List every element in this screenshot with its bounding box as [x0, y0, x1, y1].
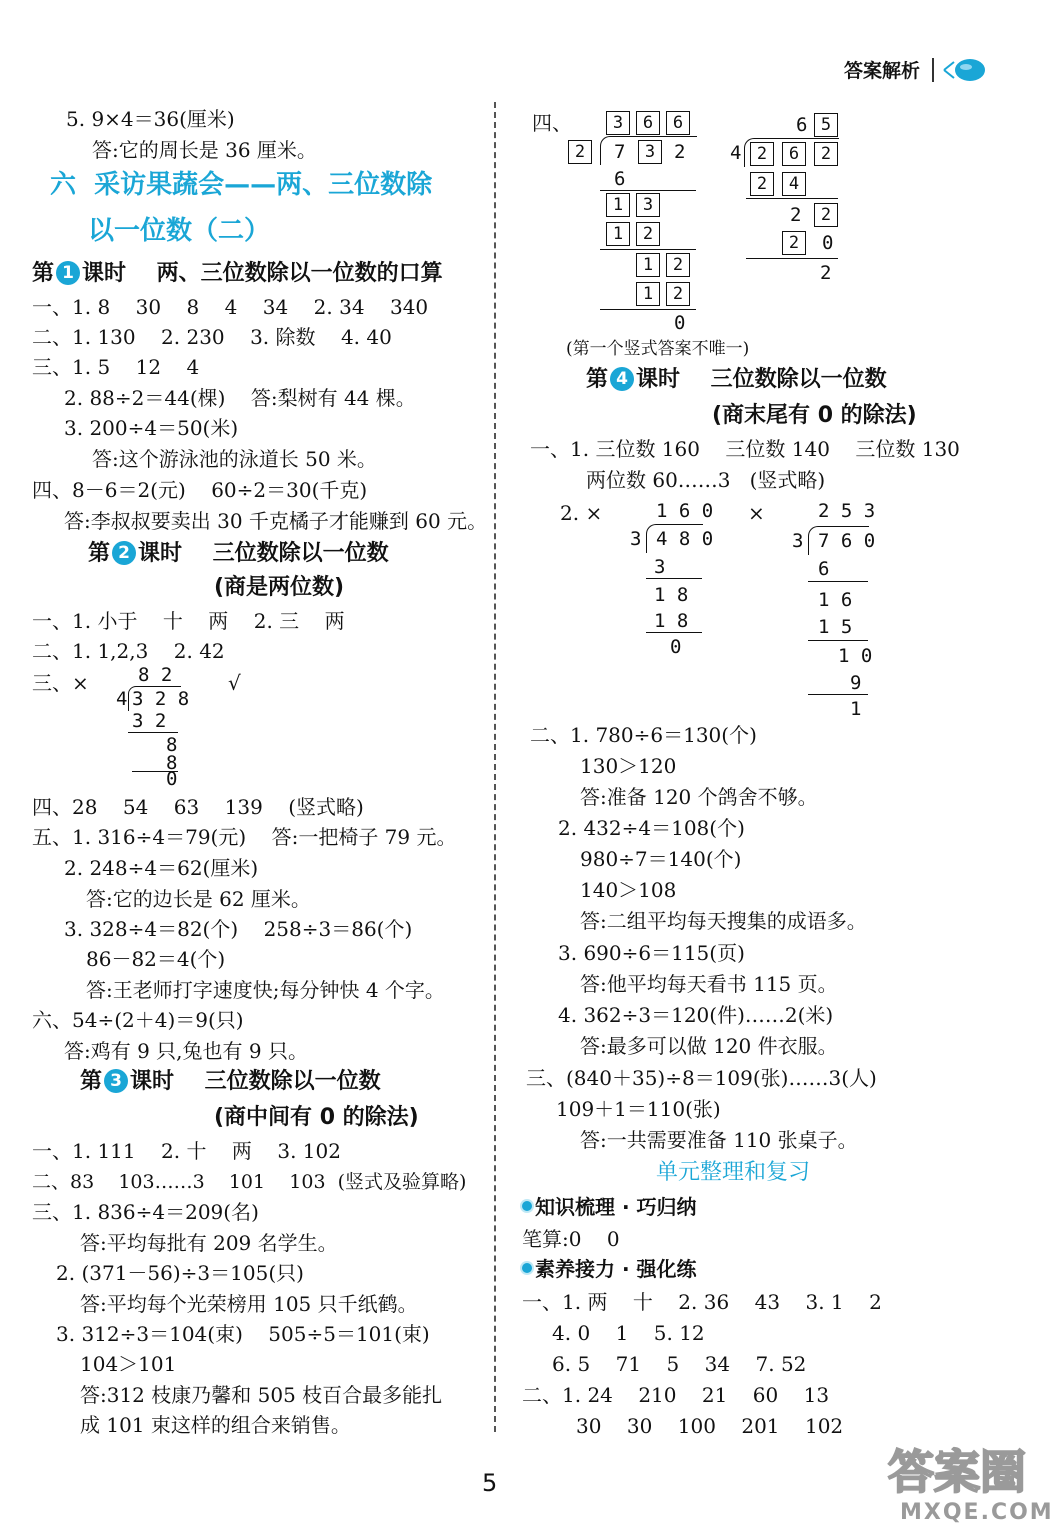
answer-line: 3. 200÷4＝50(米) — [64, 416, 239, 440]
answer-line: 六、54÷(2＋4)＝9(只) — [32, 1008, 244, 1032]
answer-line: 五、1. 316÷4＝79(元) 答:一把椅子 79 元。 — [32, 825, 457, 849]
answer-line: 答:最多可以做 120 件衣服。 — [580, 1034, 838, 1058]
answer-line: 86－82＝4(个) — [86, 947, 226, 971]
answer-line: 一、1. 两 十 2. 36 43 3. 1 2 — [522, 1290, 882, 1314]
answer-line: 二、83 103……3 101 103 (竖式及验算略) — [32, 1171, 467, 1193]
answer-line: 5. 9×4＝36(厘米) — [66, 107, 235, 131]
answer-line: 2. 248÷4＝62(厘米) — [64, 856, 259, 880]
answer-line: 答:它的周长是 36 厘米。 — [92, 138, 317, 162]
answer-line: 4. 362÷3＝120(件)……2(米) — [558, 1003, 834, 1027]
answer-line: 四、8－6＝2(元) 60÷2＝30(千克) — [32, 478, 368, 502]
bullet-icon — [522, 1263, 532, 1273]
answer-line: 130＞120 — [580, 754, 677, 778]
header-divider — [932, 58, 934, 82]
answer-line: 二、1. 1,2,3 2. 42 — [32, 639, 225, 663]
answer-line: 三、(840＋35)÷8＝109(张)……3(人) — [526, 1066, 877, 1090]
watermark — [888, 1444, 1052, 1532]
section-knowledge: 知识梳理 · 巧归纳 — [522, 1194, 697, 1220]
cross-mark: × — [748, 501, 765, 525]
check-mark: √ — [228, 671, 241, 695]
answer-line: 答:平均每批有 209 名学生。 — [80, 1231, 338, 1255]
unit-title-cont: 以一位数（二） — [88, 216, 271, 246]
lesson-1-title: 第 1 课时 两、三位数除以一位数的口算 — [32, 261, 443, 286]
answer-line: 答:二组平均每天搜集的成语多。 — [580, 909, 867, 933]
lesson-2-subtitle: (商是两位数) — [214, 575, 345, 600]
answer-line: 一、1. 三位数 160 三位数 140 三位数 130 — [530, 437, 960, 461]
answer-line: 109＋1＝110(张) — [556, 1097, 721, 1121]
bullet-icon — [522, 1201, 532, 1211]
lesson-4-subtitle: (商末尾有 0 的除法) — [712, 403, 917, 428]
unit-title: 六 采访果蔬会——两、三位数除 — [50, 170, 433, 200]
answer-line: 2. 88÷2＝44(棵) 答:梨树有 44 棵。 — [64, 386, 416, 410]
lesson-2-title: 第 2 课时 三位数除以一位数 — [88, 541, 389, 566]
answer-line: 答:平均每个光荣榜用 105 只千纸鹤。 — [80, 1292, 418, 1316]
lesson-4-title: 第 4 课时 三位数除以一位数 — [586, 367, 887, 392]
header-title: 答案解析 — [844, 60, 921, 82]
leaf-logo-icon — [940, 54, 986, 86]
page-number: 5 — [482, 1469, 498, 1497]
answer-line: 二、1. 130 2. 230 3. 除数 4. 40 — [32, 325, 392, 349]
answer-line: 980÷7＝140(个) — [580, 847, 742, 871]
answer-line: 一、1. 小于 十 两 2. 三 两 — [32, 609, 345, 633]
note: (第一个竖式答案不唯一) — [566, 339, 750, 359]
answer-line: 4. 0 1 5. 12 — [552, 1321, 705, 1345]
answer-line: 一、1. 8 30 8 4 34 2. 34 340 — [32, 295, 429, 319]
answer-line: 两位数 60……3 (竖式略) — [586, 468, 826, 492]
lesson-number-badge: 1 — [56, 261, 80, 285]
answer-line: 成 101 束这样的组合来销售。 — [80, 1413, 351, 1437]
answer-line: 笔算:0 0 — [522, 1227, 620, 1251]
answer-line: 答:鸡有 9 只,兔也有 9 只。 — [64, 1039, 308, 1063]
answer-line: 一、1. 111 2. 十 两 3. 102 — [32, 1139, 341, 1163]
answer-line: 3. 312÷3＝104(束) 505÷5＝101(束) — [56, 1322, 430, 1346]
lesson-3-subtitle: (商中间有 0 的除法) — [214, 1105, 419, 1130]
answer-line: 3. 690÷6＝115(页) — [558, 941, 745, 965]
answer-line: 答:李叔叔要卖出 30 千克橘子才能赚到 60 元。 — [64, 509, 488, 533]
answer-line: 2. × — [560, 501, 603, 525]
answer-line: 答:一共需要准备 110 张桌子。 — [580, 1128, 858, 1152]
watermark-logo: 答案圈 — [888, 1445, 1026, 1499]
lesson-number-badge: 2 — [112, 541, 136, 565]
answer-line: 四、 — [532, 111, 572, 135]
answer-line: 四、28 54 63 139 (竖式略) — [32, 795, 364, 819]
review-title: 单元整理和复习 — [656, 1160, 811, 1185]
answer-line: 140＞108 — [580, 878, 677, 902]
answer-line: 答:王老师打字速度快;每分钟快 4 个字。 — [86, 978, 445, 1002]
answer-line: 三、× — [32, 671, 89, 695]
answer-line: 答:他平均每天看书 115 页。 — [580, 972, 838, 996]
answer-line: 三、1. 5 12 4 — [32, 355, 200, 379]
answer-line: 6. 5 71 5 34 7. 52 — [552, 1352, 807, 1376]
answer-line: 2. (371－56)÷3＝105(只) — [56, 1261, 304, 1285]
answer-line: 答:它的边长是 62 厘米。 — [86, 887, 311, 911]
answer-line: 答:准备 120 个鸽舍不够。 — [580, 785, 818, 809]
answer-line: 三、1. 836÷4＝209(名) — [32, 1200, 259, 1224]
answer-line: 答:这个游泳池的泳道长 50 米。 — [92, 447, 377, 471]
answer-line: 3. 328÷4＝82(个) 258÷3＝86(个) — [64, 917, 413, 941]
answer-line: 104＞101 — [80, 1352, 177, 1376]
lesson-number-badge: 3 — [104, 1069, 128, 1093]
column-divider — [494, 102, 496, 1432]
answer-line: 答:312 枝康乃馨和 505 枝百合最多能扎 — [80, 1383, 443, 1407]
lesson-number-badge: 4 — [610, 367, 634, 391]
section-practice: 素养接力 · 强化练 — [522, 1256, 697, 1282]
watermark-site: MXQE.COM — [900, 1500, 1054, 1525]
answer-line: 2. 432÷4＝108(个) — [558, 816, 745, 840]
answer-line: 30 30 100 201 102 — [576, 1414, 844, 1438]
answer-line: 二、1. 24 210 21 60 13 — [522, 1383, 830, 1407]
lesson-3-title: 第 3 课时 三位数除以一位数 — [80, 1069, 381, 1094]
answer-line: 二、1. 780÷6＝130(个) — [530, 723, 757, 747]
